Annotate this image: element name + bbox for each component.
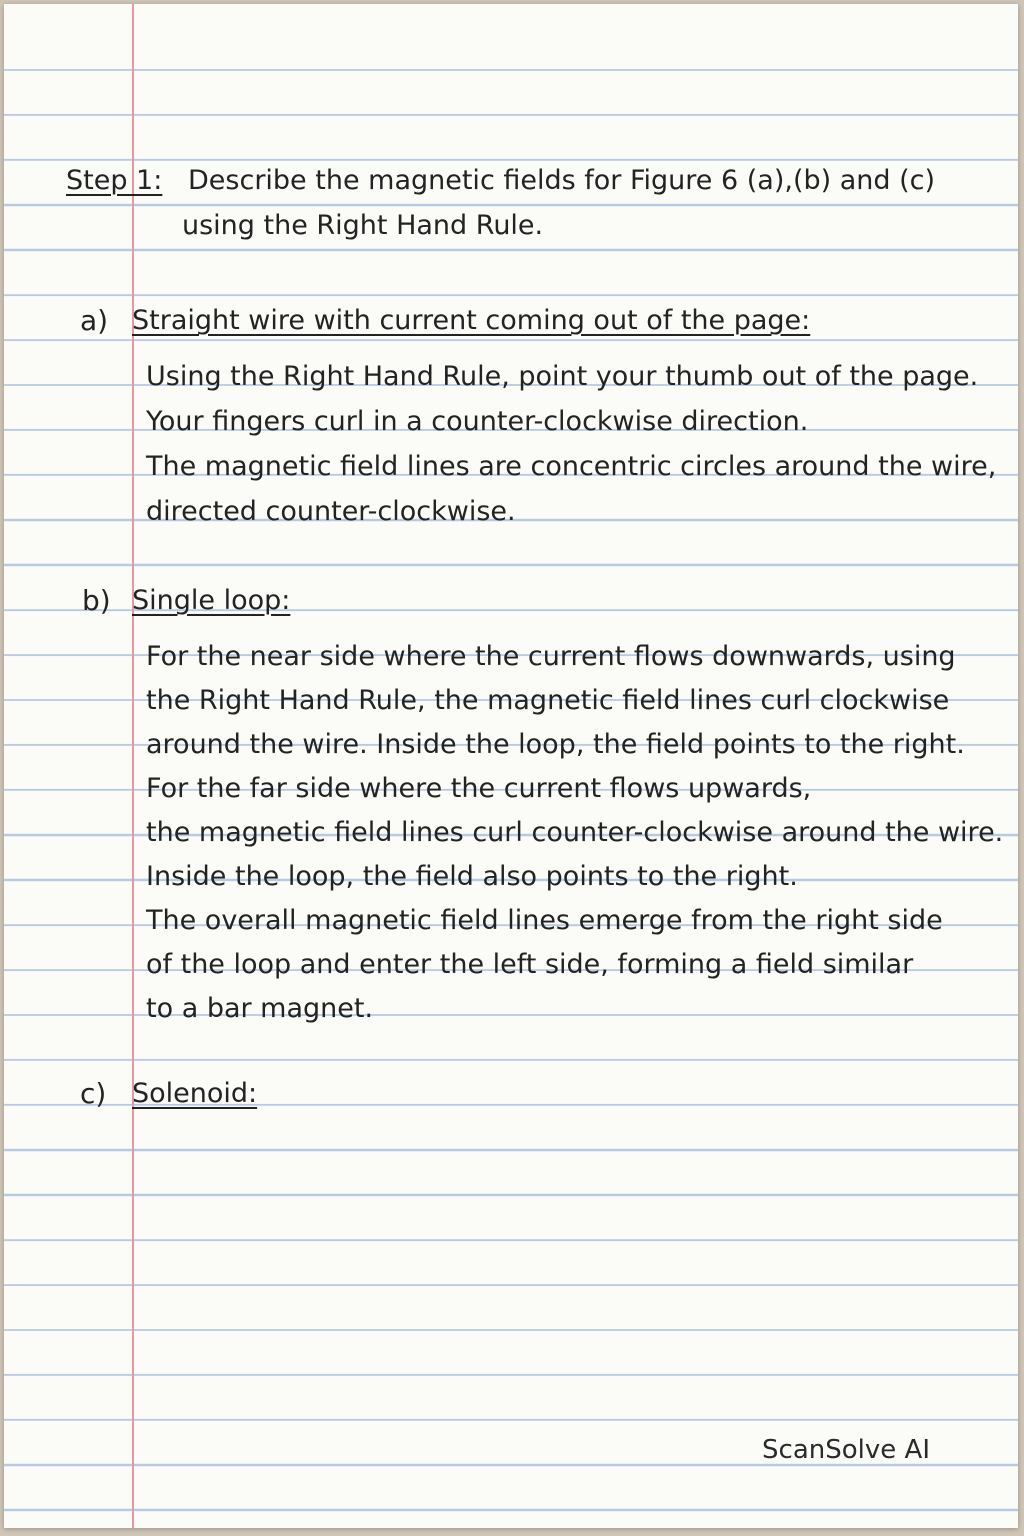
section-a-line: The magnetic field lines are concentric circles around the wire,: [146, 451, 997, 482]
signature: ScanSolve AI: [762, 1435, 930, 1465]
section-b-line: of the loop and enter the left side, forming a field similar: [146, 949, 914, 980]
section-b-line: The overall magnetic field lines emerge from the right side: [146, 905, 943, 936]
section-b-line: around the wire. Inside the loop, the field points to the right.: [146, 729, 965, 760]
section-b-letter: b): [82, 584, 111, 617]
section-b-line: For the near side where the current flows downwards, using: [146, 641, 956, 672]
section-c-title: Solenoid:: [132, 1078, 258, 1109]
section-a-line: directed counter-clockwise.: [146, 496, 516, 527]
section-b-line: Inside the loop, the field also points to the right.: [146, 861, 798, 892]
margin-line: [132, 4, 134, 1528]
section-b-line: the magnetic field lines curl counter-clockwise around the wire.: [146, 817, 1004, 848]
section-b-line: For the far side where the current flows upwards,: [146, 773, 812, 804]
step-description: Describe the magnetic fields for Figure 6 (a),(b) and (c): [188, 165, 936, 196]
section-b-line: to a bar magnet.: [146, 993, 374, 1024]
step-description-continued: using the Right Hand Rule.: [182, 210, 544, 241]
notebook-page: [4, 4, 1018, 1528]
section-a-title: Straight wire with current coming out of the page:: [132, 305, 811, 336]
section-a-line: Your fingers curl in a counter-clockwise direction.: [146, 406, 809, 437]
section-b-line: the Right Hand Rule, the magnetic field lines curl clockwise: [146, 685, 950, 716]
section-b-title: Single loop:: [132, 585, 291, 616]
section-a-letter: a): [80, 304, 109, 337]
section-a-line: Using the Right Hand Rule, point your thumb out of the page.: [146, 361, 979, 392]
section-c-letter: c): [80, 1077, 107, 1110]
step-label: Step 1:: [66, 165, 163, 196]
